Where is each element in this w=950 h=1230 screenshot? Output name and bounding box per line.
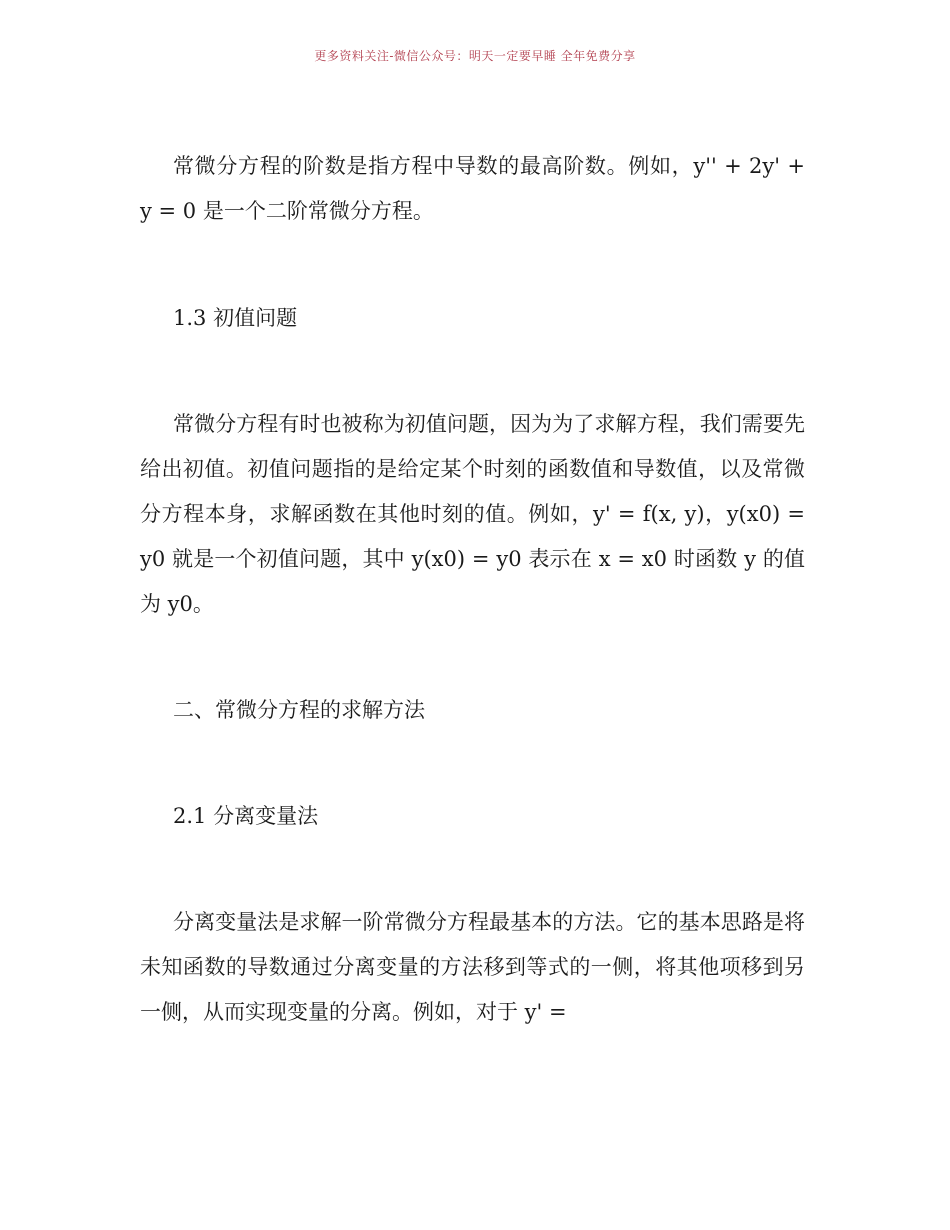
heading-2-1: 2.1 分离变量法	[173, 804, 319, 828]
paragraph-separation-of-variables: 分离变量法是求解一阶常微分方程最基本的方法。它的基本思路是将未知函数的导数通过分离变量的方法移到等式的一侧，将其他项移到另一侧，从而实现变量的分离。例如，对于 y' =	[140, 910, 805, 1024]
paragraph-order-definition: 常微分方程的阶数是指方程中导数的最高阶数。例如，y'' + 2y' + y = 0 是一个二阶常微分方程。	[140, 154, 805, 223]
header-note: 更多资料关注-微信公众号：明天一定要早睡 全年免费分享	[314, 49, 636, 63]
heading-section-2: 二、常微分方程的求解方法	[173, 698, 425, 722]
heading-1-3: 1.3 初值问题	[173, 306, 298, 330]
paragraph-initial-value-problem: 常微分方程有时也被称为初值问题，因为为了求解方程，我们需要先给出初值。初值问题指的是给定某个时刻的函数值和导数值，以及常微分方程本身，求解函数在其他时刻的值。例如，y' = f(x, y)，y(x0) = y0 就是一个初值问题，其中 y(x0) = y0 表示在 x = x0 时函数 y 的值为 y0。	[140, 412, 805, 616]
